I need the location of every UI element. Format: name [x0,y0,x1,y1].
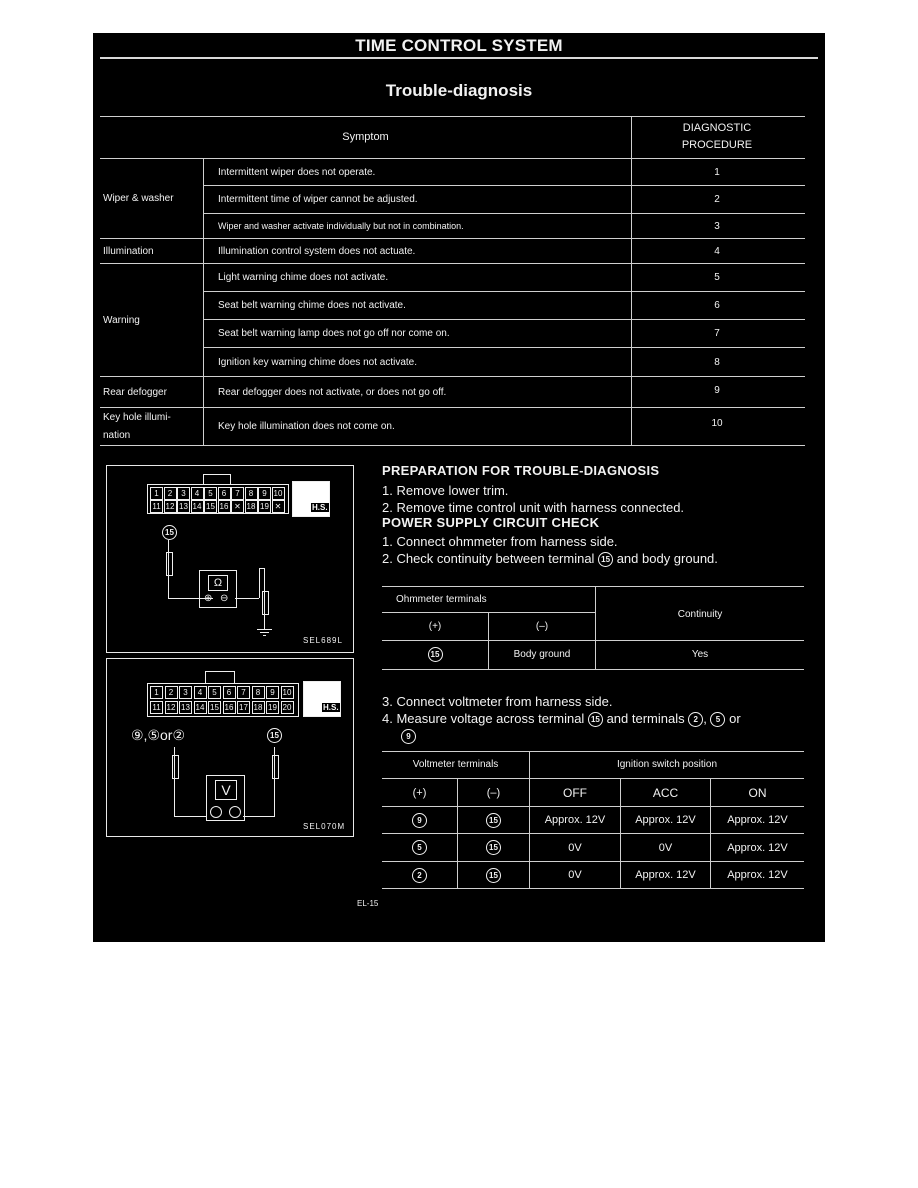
ground-symbol [257,629,272,630]
connector-pin: 19 [258,500,271,513]
connector-pin: 10 [272,487,285,500]
power-step-3: 3. Connect voltmeter from harness side. [382,694,613,709]
connector-pin: 19 [266,701,279,714]
connector-pin: 13 [177,500,190,513]
prep-step-2: 2. Remove time control unit with harness connected. [382,500,685,515]
symptom-2: Intermittent time of wiper cannot be adjusted. [218,194,418,205]
harness-side-icon [303,681,341,717]
volt-header-ignition: Ignition switch position [616,759,718,770]
ohm-header-continuity: Continuity [677,608,723,620]
volt-row3-minus: 15 [458,862,529,888]
figure-voltmeter [106,658,354,837]
volt-header-minus: (–) [486,786,501,799]
volt-row3-off: 0V [568,869,582,881]
power-check-heading: POWER SUPPLY CIRCUIT CHECK [382,515,600,530]
connector-pin: 16 [218,500,231,513]
connector-pin: 4 [194,686,207,699]
volt-header-off: OFF [563,785,587,800]
prep-step-1: 1. Remove lower trim. [382,483,509,498]
harness-side-icon [292,481,330,517]
connector-pin: 5 [208,686,221,699]
connector-pin: 12 [165,701,178,714]
connector-pin: 1 [150,686,163,699]
connector-pin: 4 [191,487,204,500]
group-rear-defogger: Rear defogger [103,386,167,398]
connector-pin: 3 [177,487,190,500]
volt-row2-acc: 0V [658,841,673,854]
connector-pin: 6 [223,686,236,699]
proc-9: 9 [714,384,720,396]
connector-pin: 11 [150,701,163,714]
connector-pin: 9 [266,686,279,699]
power-step-4: 4. Measure voltage across terminal 15 and terminals 2 , 5 or [382,711,741,726]
volt-header-plus: (+) [412,786,427,799]
volt-header-on: ON [748,785,767,800]
connector-pin: 10 [281,686,294,699]
probe-minus [262,591,269,615]
volt-row2-off: 0V [568,841,582,854]
figure-ohmmeter [106,465,354,653]
proc-2: 2 [714,194,720,205]
document-page [93,33,825,942]
symptom-6: Seat belt warning chime does not activate. [218,300,406,311]
voltmeter-icon: V [206,775,245,821]
ohm-plus-value: 15 [382,641,488,668]
connector-pin: 15 [208,701,221,714]
volt-row1-off: Approx. 12V [544,814,606,826]
connector-pin: 14 [194,701,207,714]
symptom-8: Ignition key warning chime does not activate. [218,356,417,368]
volt-row2-minus: 15 [458,834,529,861]
proc-4: 4 [714,245,720,257]
proc-3: 3 [714,220,720,232]
volt-row3-acc: Approx. 12V [635,869,696,881]
ohmmeter-icon: Ω ⊕ ⊖ [199,570,237,608]
proc-6: 6 [714,300,720,311]
connector-pin: 3 [179,686,192,699]
page-number: EL-15 [357,899,379,908]
connector-pin: 5 [204,487,217,500]
connector-pin: 13 [179,701,192,714]
figure-code-1: SEL689L [303,636,343,645]
connector-pin: 11 [150,500,163,513]
volt-row1-plus: 9 [382,807,457,833]
hs-label: H.S. [323,703,339,712]
volt-row1-on: Approx. 12V [727,814,788,826]
group-wiper: Wiper & washer [103,192,174,204]
connector-pin: 8 [252,686,265,699]
ohm-continuity-value: Yes [691,649,709,660]
connector-pin: ✕ [231,500,244,513]
section-title: Trouble-diagnosis [385,81,533,100]
connector-pin: 20 [281,701,294,714]
group-keyhole-line1: Key hole illumi- [103,411,171,423]
power-step-2: 2. Check continuity between terminal 15 and body ground. [382,551,718,566]
group-warning: Warning [103,314,140,326]
connector-pin: 15 [204,500,217,513]
connector-pin: ✕ [272,500,285,513]
symptom-10: Key hole illumination does not come on. [218,421,395,432]
connector-body [147,683,299,717]
hs-label: H.S. [312,503,328,512]
ohm-minus-value: Body ground [513,649,571,660]
symptom-3: Wiper and washer activate individually but not in combination. [218,221,464,231]
symptom-5: Light warning chime does not activate. [218,272,389,283]
volt-row1-minus: 15 [458,807,529,833]
proc-10: 10 [711,417,723,429]
volt-row3-plus: 2 [382,862,457,888]
ohm-header-minus: (–) [535,620,549,632]
group-illumination: Illumination [103,245,154,257]
probe-right [272,755,279,779]
connector-pin: 18 [245,500,258,513]
preparation-heading: PREPARATION FOR TROUBLE-DIAGNOSIS [382,463,660,478]
symptom-header: Symptom [342,131,389,143]
connector-pin: 7 [237,686,250,699]
probe-left [172,755,179,779]
connector-pin: 2 [165,686,178,699]
group-keyhole-line2: nation [103,429,131,441]
terminal-15-marker: 15 [267,727,282,745]
ohm-header-plus: (+) [428,620,442,632]
volt-header-terminals: Voltmeter terminals [412,759,499,770]
connector-pin: 17 [237,701,250,714]
terminal-15-marker: 15 [162,524,177,542]
connector-pin: 6 [218,487,231,500]
proc-1: 1 [714,166,720,178]
connector-pin: 12 [164,500,177,513]
connector-pin: 8 [245,487,258,500]
connector-pin: 1 [150,487,163,500]
volt-header-acc: ACC [652,785,679,800]
page-title: TIME CONTROL SYSTEM [355,36,563,55]
figure-code-2: SEL070M [303,822,346,831]
volt-row3-on: Approx. 12V [727,869,788,881]
connector-body [147,484,289,514]
connector-pin: 2 [164,487,177,500]
connector-pin: 16 [223,701,236,714]
volt-row2-on: Approx. 12V [727,841,788,854]
symptom-7: Seat belt warning lamp does not go off nor come on. [218,328,450,339]
connector-pin: 14 [191,500,204,513]
volt-row1-acc: Approx. 12V [635,814,696,826]
procedure-header-line1: DIAGNOSTIC [682,122,752,134]
symptom-1: Intermittent wiper does not operate. [218,166,376,178]
title-rule [100,57,818,59]
power-step-1: 1. Connect ohmmeter from harness side. [382,534,618,549]
procedure-header-line2: PROCEDURE [681,139,753,151]
symptom-9: Rear defogger does not activate, or does not go off. [218,386,447,398]
power-step-4-cont: 9 [401,728,416,744]
terminal-9-5-2-label: ⑨,⑤or② [131,727,185,743]
ohm-header-terminals: Ohmmeter terminals [396,593,487,605]
connector-pin: 7 [231,487,244,500]
proc-5: 5 [714,272,720,283]
symptom-4: Illumination control system does not actuate. [218,245,416,257]
connector-pin: 18 [252,701,265,714]
volt-row2-plus: 5 [382,834,457,861]
proc-8: 8 [714,356,720,368]
probe-plus [166,552,173,576]
proc-7: 7 [714,328,720,339]
connector-pin: 9 [258,487,271,500]
